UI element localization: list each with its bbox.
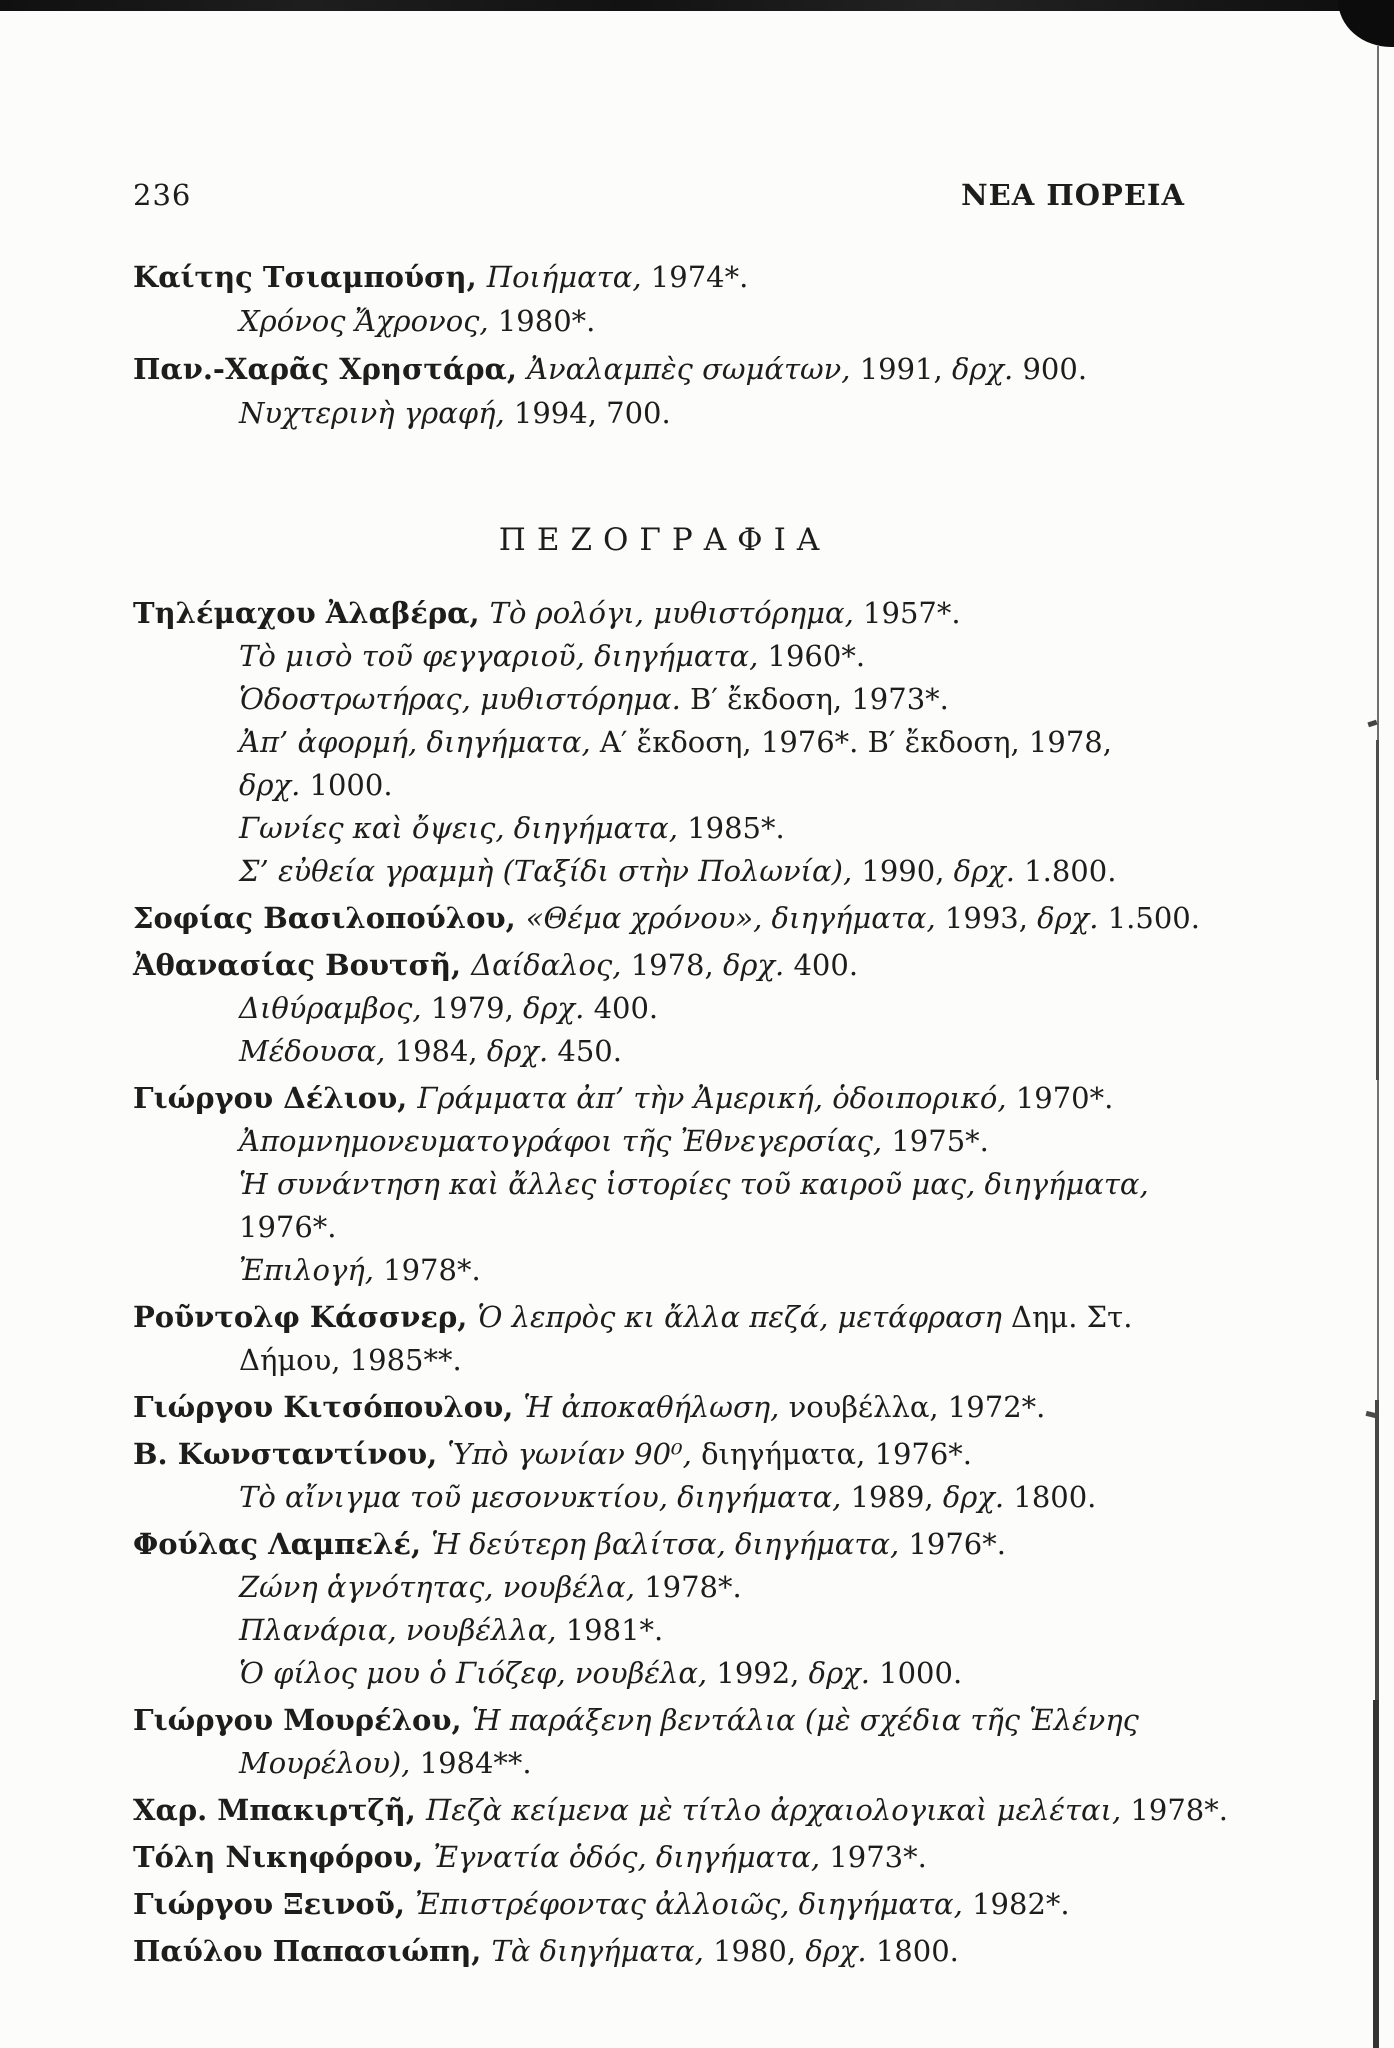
bibliography-line	[133, 721, 1185, 764]
bibliography-line	[133, 1120, 1185, 1163]
work-title: Ζώνη ἁγνότητας, νουβέλα,	[239, 1570, 645, 1604]
work-details: 450.	[557, 1034, 622, 1068]
page-number: 236	[133, 178, 192, 212]
scan-mark	[1366, 1411, 1377, 1418]
work-details: Δημ. Στ.	[1011, 1300, 1133, 1334]
bibliography-line	[133, 1609, 1185, 1652]
scan-page-edge-line	[1375, 1400, 1379, 1700]
work-title: «Θέμα χρόνου», διηγήματα,	[525, 901, 945, 935]
work-title: Ἐπιστρέφοντας ἀλλοιῶς, διηγήματα,	[415, 1887, 973, 1921]
author-name: Ἀθανασίας Βουτσῆ,	[133, 948, 472, 982]
bibliography-section-poetry	[133, 255, 1185, 435]
work-title: Ἡ συνάντηση καὶ ἄλλες ἱστορίες τοῦ καιροῦ μας, διηγήματα,	[239, 1167, 1149, 1201]
author-name: Τόλη Νικηφόρου,	[133, 1840, 434, 1874]
author-name: Φούλας Λαμπελέ,	[133, 1527, 432, 1561]
work-details: 1992,	[716, 1656, 809, 1690]
bibliography-line	[133, 1030, 1185, 1073]
work-title: Μέδουσα,	[239, 1034, 395, 1068]
bibliography-line	[133, 764, 1185, 807]
work-details: 1976*.	[908, 1527, 1006, 1561]
work-details: 1991,	[859, 352, 952, 386]
work-details: 1978,	[630, 948, 723, 982]
bibliography-line	[133, 1742, 1185, 1785]
work-title: δρχ.	[722, 948, 794, 982]
work-details: 1000.	[879, 1656, 963, 1690]
bibliography-line	[133, 1789, 1228, 1832]
work-title: Ἀπ’ ἀφορμή, διηγήματα,	[239, 725, 600, 759]
bibliography-line	[133, 592, 1185, 635]
work-title: Χρόνος Ἄχρονος,	[239, 304, 498, 338]
work-title: Ποιήματα,	[486, 260, 651, 294]
bibliography-line	[133, 1433, 1185, 1476]
work-title: δρχ.	[523, 991, 594, 1025]
bibliography-line	[133, 1699, 1185, 1742]
work-details: Β′ ἔκδοση, 1973*.	[690, 682, 949, 716]
work-title: δρχ.	[808, 1656, 880, 1690]
author-name: Β. Κωνσταντίνου,	[133, 1437, 448, 1471]
section-heading: ΠΕΖΟΓΡΑΦΙΑ	[498, 522, 831, 558]
work-details: 400.	[593, 991, 659, 1025]
bibliography-line	[133, 1386, 1185, 1429]
work-title: Ὑπὸ γωνίαν 90⁰,	[447, 1437, 702, 1471]
work-details: 1978*.	[644, 1570, 742, 1604]
bibliography-line	[133, 299, 1185, 343]
bibliography-line	[133, 1836, 1185, 1879]
author-name: Σοφίας Βασιλοπούλου,	[133, 901, 526, 935]
bibliography-line	[133, 897, 1200, 940]
text-column	[133, 178, 1228, 1973]
work-title: δρχ.	[1037, 901, 1108, 935]
author-name: Παύλου Παπασιώπη,	[133, 1934, 492, 1968]
work-details: 400.	[793, 948, 859, 982]
bibliography-line	[133, 1930, 1185, 1973]
work-details: 1994, 700.	[513, 396, 671, 430]
bibliography-line	[133, 1339, 1185, 1382]
work-details: 1978*.	[1130, 1793, 1228, 1827]
work-details: 1979,	[430, 991, 524, 1025]
bibliography-line	[133, 391, 1185, 435]
author-name: Τηλέμαχου Ἀλαβέρα,	[133, 596, 490, 630]
work-title: Σ’ εὐθεία γραμμὴ (Ταξίδι στὴν Πολωνία),	[239, 854, 862, 888]
bibliography-line	[133, 635, 1185, 678]
work-details: 1957*.	[863, 596, 961, 630]
work-details: 1800.	[1013, 1480, 1097, 1514]
author-name: Χαρ. Μπακιρτζῆ,	[133, 1793, 426, 1827]
scan-corner-fold	[1338, 0, 1394, 47]
work-title: Διθύραμβος,	[239, 991, 431, 1025]
work-details: νουβέλλα, 1972*.	[788, 1390, 1046, 1424]
work-title: Ἡ δεύτερη βαλίτσα, διηγήματα,	[431, 1527, 909, 1561]
work-details: 1980,	[713, 1934, 806, 1968]
bibliography-line	[133, 1296, 1185, 1339]
scan-page-edge-line	[1376, 740, 1379, 1080]
scan-page-edge-line	[1377, 46, 1379, 740]
work-title: Τὸ μισὸ τοῦ φεγγαριοῦ, διηγήματα,	[239, 639, 768, 673]
bibliography-line	[133, 1652, 1185, 1695]
work-details: 1800.	[875, 1934, 959, 1968]
work-title: Ὁ λεπρὸς κι ἄλλα πεζά,	[477, 1300, 838, 1334]
bibliography-line	[133, 987, 1185, 1030]
work-details: 1974*.	[650, 260, 749, 294]
bibliography-line	[133, 1077, 1185, 1120]
scan-page-edge-line	[1373, 1700, 1379, 2048]
work-title: δρχ.	[805, 1934, 876, 1968]
work-details: 1985*.	[687, 811, 785, 845]
bibliography-section-prose	[133, 592, 1228, 1973]
work-title: δρχ.	[486, 1034, 558, 1068]
author-name: Καίτης Τσιαμπούση,	[133, 260, 487, 294]
bibliography-line	[133, 1883, 1185, 1926]
work-title: Πλανάρια, νουβέλλα,	[239, 1613, 566, 1647]
work-details: 1973*.	[829, 1840, 927, 1874]
work-details: 1982*.	[972, 1887, 1070, 1921]
bibliography-line	[133, 1566, 1185, 1609]
work-title: Γωνίες καὶ ὄψεις, διηγήματα,	[239, 811, 688, 845]
work-title: Ἀπομνημονευματογράφοι τῆς Ἐθνεγερσίας,	[239, 1124, 892, 1158]
work-title: Πεζὰ κείμενα μὲ τίτλο ἀρχαιολογικαὶ μελέται,	[425, 1793, 1131, 1827]
work-title: Ἐπιλογή,	[239, 1253, 384, 1287]
work-title: Γράμματα ἀπ’ τὴν Ἀμερική, ὁδοιπορικό,	[417, 1081, 1016, 1115]
work-title: Νυχτερινὴ γραφή,	[239, 396, 514, 430]
scan-top-edge	[0, 0, 1394, 11]
work-details: 1.800.	[1024, 854, 1117, 888]
work-title: Ἐγνατία ὁδός, διηγήματα,	[433, 1840, 830, 1874]
journal-title: ΝΕΑ ΠΟΡΕΙΑ	[961, 178, 1185, 212]
work-title: Ἀναλαμπὲς σωμάτων,	[527, 352, 860, 386]
work-title: Τὸ αἴνιγμα τοῦ μεσονυκτίου, διηγήματα,	[239, 1480, 851, 1514]
work-title: Ἡ ἀποκαθήλωση,	[523, 1390, 789, 1424]
bibliography-line	[133, 807, 1185, 850]
work-details: 1975*.	[891, 1124, 989, 1158]
bibliography-line	[133, 944, 1185, 987]
work-details: 1960*.	[767, 639, 866, 673]
work-details: 1980*.	[497, 304, 596, 338]
work-title: Τὰ διηγήματα,	[491, 1934, 714, 1968]
author-name: Γιώργου Μουρέλου,	[133, 1703, 472, 1737]
work-details: 1970*.	[1015, 1081, 1114, 1115]
work-details: 1993,	[944, 901, 1038, 935]
author-name: Γιώργου Ξεινοῦ,	[133, 1887, 416, 1921]
work-title: μετάφραση	[837, 1300, 1012, 1334]
author-name: Γιώργου Δέλιου,	[133, 1081, 418, 1115]
work-details: 1976*.	[239, 1210, 337, 1244]
work-details: διηγήματα, 1976*.	[701, 1437, 973, 1471]
work-title: δρχ.	[951, 352, 1023, 386]
author-name: Γιώργου Κιτσόπουλου,	[133, 1390, 524, 1424]
bibliography-line	[133, 1206, 1185, 1249]
work-title: Δαίδαλος,	[471, 948, 631, 982]
work-title: Μουρέλου),	[239, 1746, 420, 1780]
author-name: Ροῦντολφ Κάσσνερ,	[133, 1300, 478, 1334]
work-details: Α′ ἔκδοση, 1976*. Β′ ἔκδοση, 1978,	[599, 725, 1112, 759]
work-details: 1978*.	[383, 1253, 481, 1287]
bibliography-line	[133, 850, 1185, 893]
bibliography-line	[133, 347, 1185, 391]
work-details: 1984**.	[419, 1746, 532, 1780]
work-title: δρχ.	[953, 854, 1025, 888]
work-details: 1981*.	[565, 1613, 664, 1647]
bibliography-line	[133, 1523, 1185, 1566]
bibliography-line	[133, 678, 1185, 721]
work-details: 900.	[1022, 352, 1088, 386]
work-details: 1000.	[309, 768, 393, 802]
bibliography-line	[133, 1249, 1185, 1292]
bibliography-line	[133, 1476, 1185, 1519]
bibliography-line	[133, 1163, 1185, 1206]
work-title: δρχ.	[239, 768, 310, 802]
work-title: Τὸ ρολόγι, μυθιστόρημα,	[489, 596, 864, 630]
work-details: 1984,	[394, 1034, 487, 1068]
work-details: 1990,	[861, 854, 954, 888]
work-details: Δήμου, 1985**.	[239, 1343, 462, 1377]
running-header	[133, 178, 1185, 212]
work-title: Ὁ φίλος μου ὁ Γιόζεφ, νουβέλα,	[239, 1656, 717, 1690]
work-title: Ἡ παράξενη βεντάλια (μὲ σχέδια τῆς Ἑλένης	[471, 1703, 1139, 1737]
author-name: Παν.-Χαρᾶς Χρηστάρα,	[133, 352, 528, 386]
work-title: δρχ.	[942, 1480, 1014, 1514]
work-title: Ὁδοστρωτήρας, μυθιστόρημα.	[239, 682, 691, 716]
scan-page-edge-line	[1377, 1080, 1379, 1400]
work-details: 1989,	[850, 1480, 943, 1514]
work-details: 1.500.	[1107, 901, 1200, 935]
bibliography-line	[133, 255, 1185, 299]
